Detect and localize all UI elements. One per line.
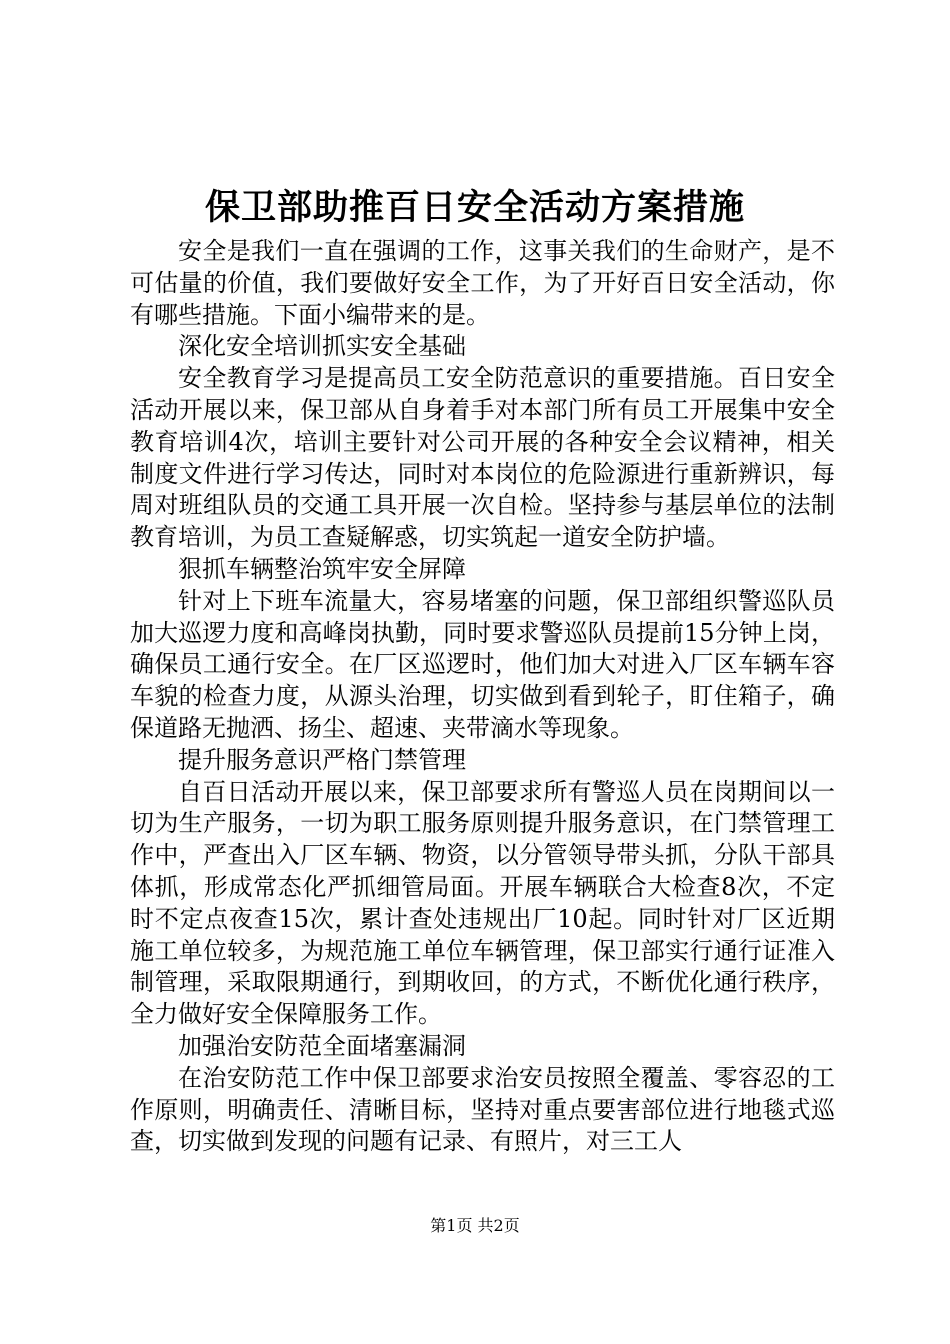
training-paragraph: 安全教育学习是提高员工安全防范意识的重要措施。百日安全活动开展以来，保卫部从自身着手对本部门所有员工开展集中安全教育培训4次，培训主要针对公司开展的各种安全会议精神，相关制度文件进行学习传达，同时对本岗位的危险源进行重新辨识，每周对班组队员的交通工具开展一次自检。坚持参与基层单位的法制教育培训，为员工查疑解惑，切实筑起一道安全防护墙。 [130, 364, 835, 552]
vehicles-paragraph: 针对上下班车流量大，容易堵塞的问题，保卫部组织警巡队员加大巡逻力度和高峰岗执勤，同时要求警巡队员提前15分钟上岗，确保员工通行安全。在厂区巡逻时，他们加大对进入厂区车辆车容车貌的检查力度，从源头治理，切实做到看到轮子，盯住箱子，确保道路无抛洒、扬尘、超速、夹带滴水等现象。 [130, 586, 835, 742]
section-heading-access-control: 提升服务意识严格门禁管理 [178, 745, 466, 774]
section-heading-training: 深化安全培训抓实安全基础 [178, 332, 466, 361]
document-title: 保卫部助推百日安全活动方案措施 [204, 187, 745, 228]
section-heading-security: 加强治安防范全面堵塞漏洞 [178, 1031, 466, 1060]
page-number-footer: 第1页 共2页 [430, 1216, 520, 1235]
document-body [130, 236, 835, 1158]
access-control-paragraph: 自百日活动开展以来，保卫部要求所有警巡人员在岗期间以一切为生产服务，一切为职工服务原则提升服务意识，在门禁管理工作中，严查出入厂区车辆、物资，以分管领导带头抓，分队干部具体抓，形成常态化严抓细管局面。开展车辆联合大检查8次，不定时不定点夜查15次，累计查处违规出厂10起。同时针对厂区近期施工单位较多，为规范施工单位车辆管理，保卫部实行通行证准入制管理，采取限期通行，到期收回，的方式，不断优化通行秩序，全力做好安全保障服务工作。 [130, 777, 835, 1029]
security-paragraph: 在治安防范工作中保卫部要求治安员按照全覆盖、零容忍的工作原则，明确责任、清晰目标，坚持对重点要害部位进行地毯式巡查，切实做到发现的问题有记录、有照片，对三工人 [130, 1063, 835, 1156]
intro-paragraph: 安全是我们一直在强调的工作，这事关我们的生命财产，是不可估量的价值，我们要做好安全工作，为了开好百日安全活动，你有哪些措施。下面小编带来的是。 [130, 237, 835, 329]
section-heading-vehicles: 狠抓车辆整治筑牢安全屏障 [178, 554, 466, 583]
